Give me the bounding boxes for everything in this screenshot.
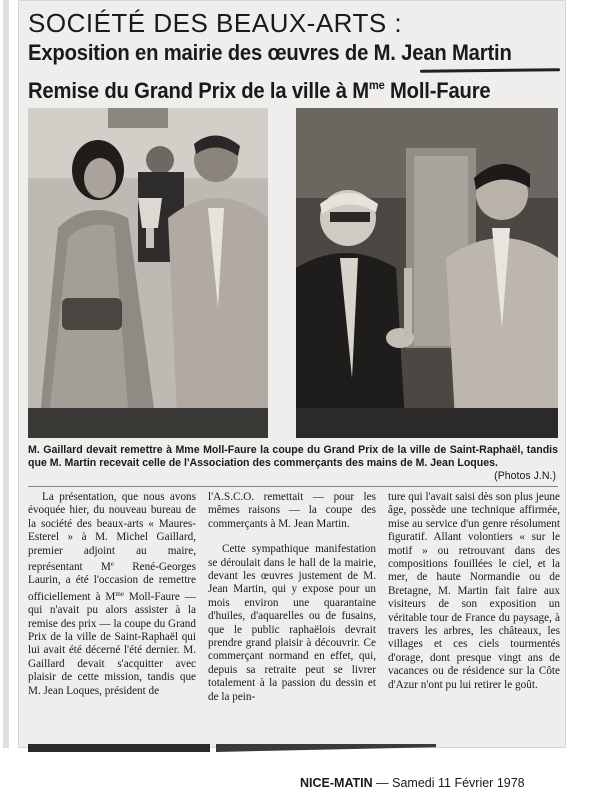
col1-p1-sup: e bbox=[110, 560, 114, 569]
next-article-bar bbox=[28, 744, 210, 752]
headline: SOCIÉTÉ DES BEAUX-ARTS : bbox=[28, 8, 403, 38]
caption-divider bbox=[28, 486, 558, 487]
subheadline-remise bbox=[28, 78, 490, 104]
col3-paragraph-1: ture qui l'avait saisi dès son plus jeune âge, possède une technique affirmée, mise au service d'un genre résolument figuratif. Allant volontiers « sur le motif » ou retrouvant dans des compositions fouillées le ciel, et la mer, de haute Normandie ou de Bretagne, M. Martin fait faire aux visiteurs de son exposition un véritable tour de France du paysage, à travers les arbres, les châteaux, les villages et ces ciels tourmentés d'orage, dont presque vingt ans de vacances ou de résidence sur la Côte d'Azur n'ont pu lui retirer le goût. bbox=[388, 491, 560, 691]
subhead2-before: Remise du Grand Prix de la ville à M bbox=[28, 78, 369, 103]
col2-paragraph-2: Cette sympathique manifestation se déroulait dans le hall de la mairie, devant les œuvres justement de M. Jean Martin, qui y expose pour un mois environ une quarantaine d'huiles, d'aquarelles ou de fusains, que le public raphaëlois devrait prendre grand plaisir à découvrir. Ce commerçant normand en effet, qui, depuis sa retraite peut se livrer totalement à la passion du dessin et de la pein- bbox=[208, 543, 376, 703]
article-column-1 bbox=[28, 491, 196, 698]
newspaper-footer bbox=[300, 776, 525, 790]
col1-p2-sup: me bbox=[115, 589, 124, 598]
photo-right-image bbox=[296, 108, 558, 438]
photo-caption: M. Gaillard devait remettre à Mme Moll-Faure la coupe du Grand Prix de la ville de Saint-Raphaël, tandis que M. Martin recevait celle de l'Association des commerçants des mains de M. Jean Loques. bbox=[28, 444, 558, 469]
col2-paragraph-1: l'A.S.C.O. remettait — pour les mêmes raisons — la coupe des commerçants à M. Jean Martin. bbox=[208, 491, 376, 530]
clipping-edge bbox=[3, 0, 9, 748]
newspaper-name: NICE-MATIN bbox=[300, 776, 373, 790]
col1-p2-after: Moll-Faure — qui n'avait pu alors assister à la remise des prix — la coupe du Grand Prix de la ville de Saint-Raphaël qui lui avait été décerné l'été dernier. M. Gaillard devait s'acquitter avec plaisir de cette mission, tandis que M. Jean Loques, président de bbox=[28, 590, 196, 697]
col1-paragraph-1 bbox=[28, 491, 196, 698]
photo-left-image bbox=[28, 108, 268, 438]
subheadline-exposition: Exposition en mairie des œuvres de M. Jean Martin bbox=[28, 40, 512, 65]
col1-p1-before: La présentation, que nous avons évoquée hier, du nouveau bureau de la société des beaux-arts « Maures-Esterel » à M. Michel Gaillard, premier adjoint au maire, représentant M bbox=[28, 491, 196, 574]
next-article-cutoff bbox=[216, 744, 436, 752]
col1-p1-after: René-Georges Laurin, a été l'occasion de remettre officiellement à M bbox=[28, 561, 196, 603]
photo-credit: (Photos J.N.) bbox=[494, 470, 556, 482]
subhead2-after: Moll-Faure bbox=[384, 78, 491, 103]
photo-right bbox=[296, 108, 558, 438]
photo-left bbox=[28, 108, 268, 438]
newspaper-date: — Samedi 11 Février 1978 bbox=[376, 776, 525, 790]
subhead2-sup: me bbox=[368, 78, 385, 92]
article-column-2 bbox=[208, 491, 376, 704]
article-column-3 bbox=[388, 491, 560, 692]
